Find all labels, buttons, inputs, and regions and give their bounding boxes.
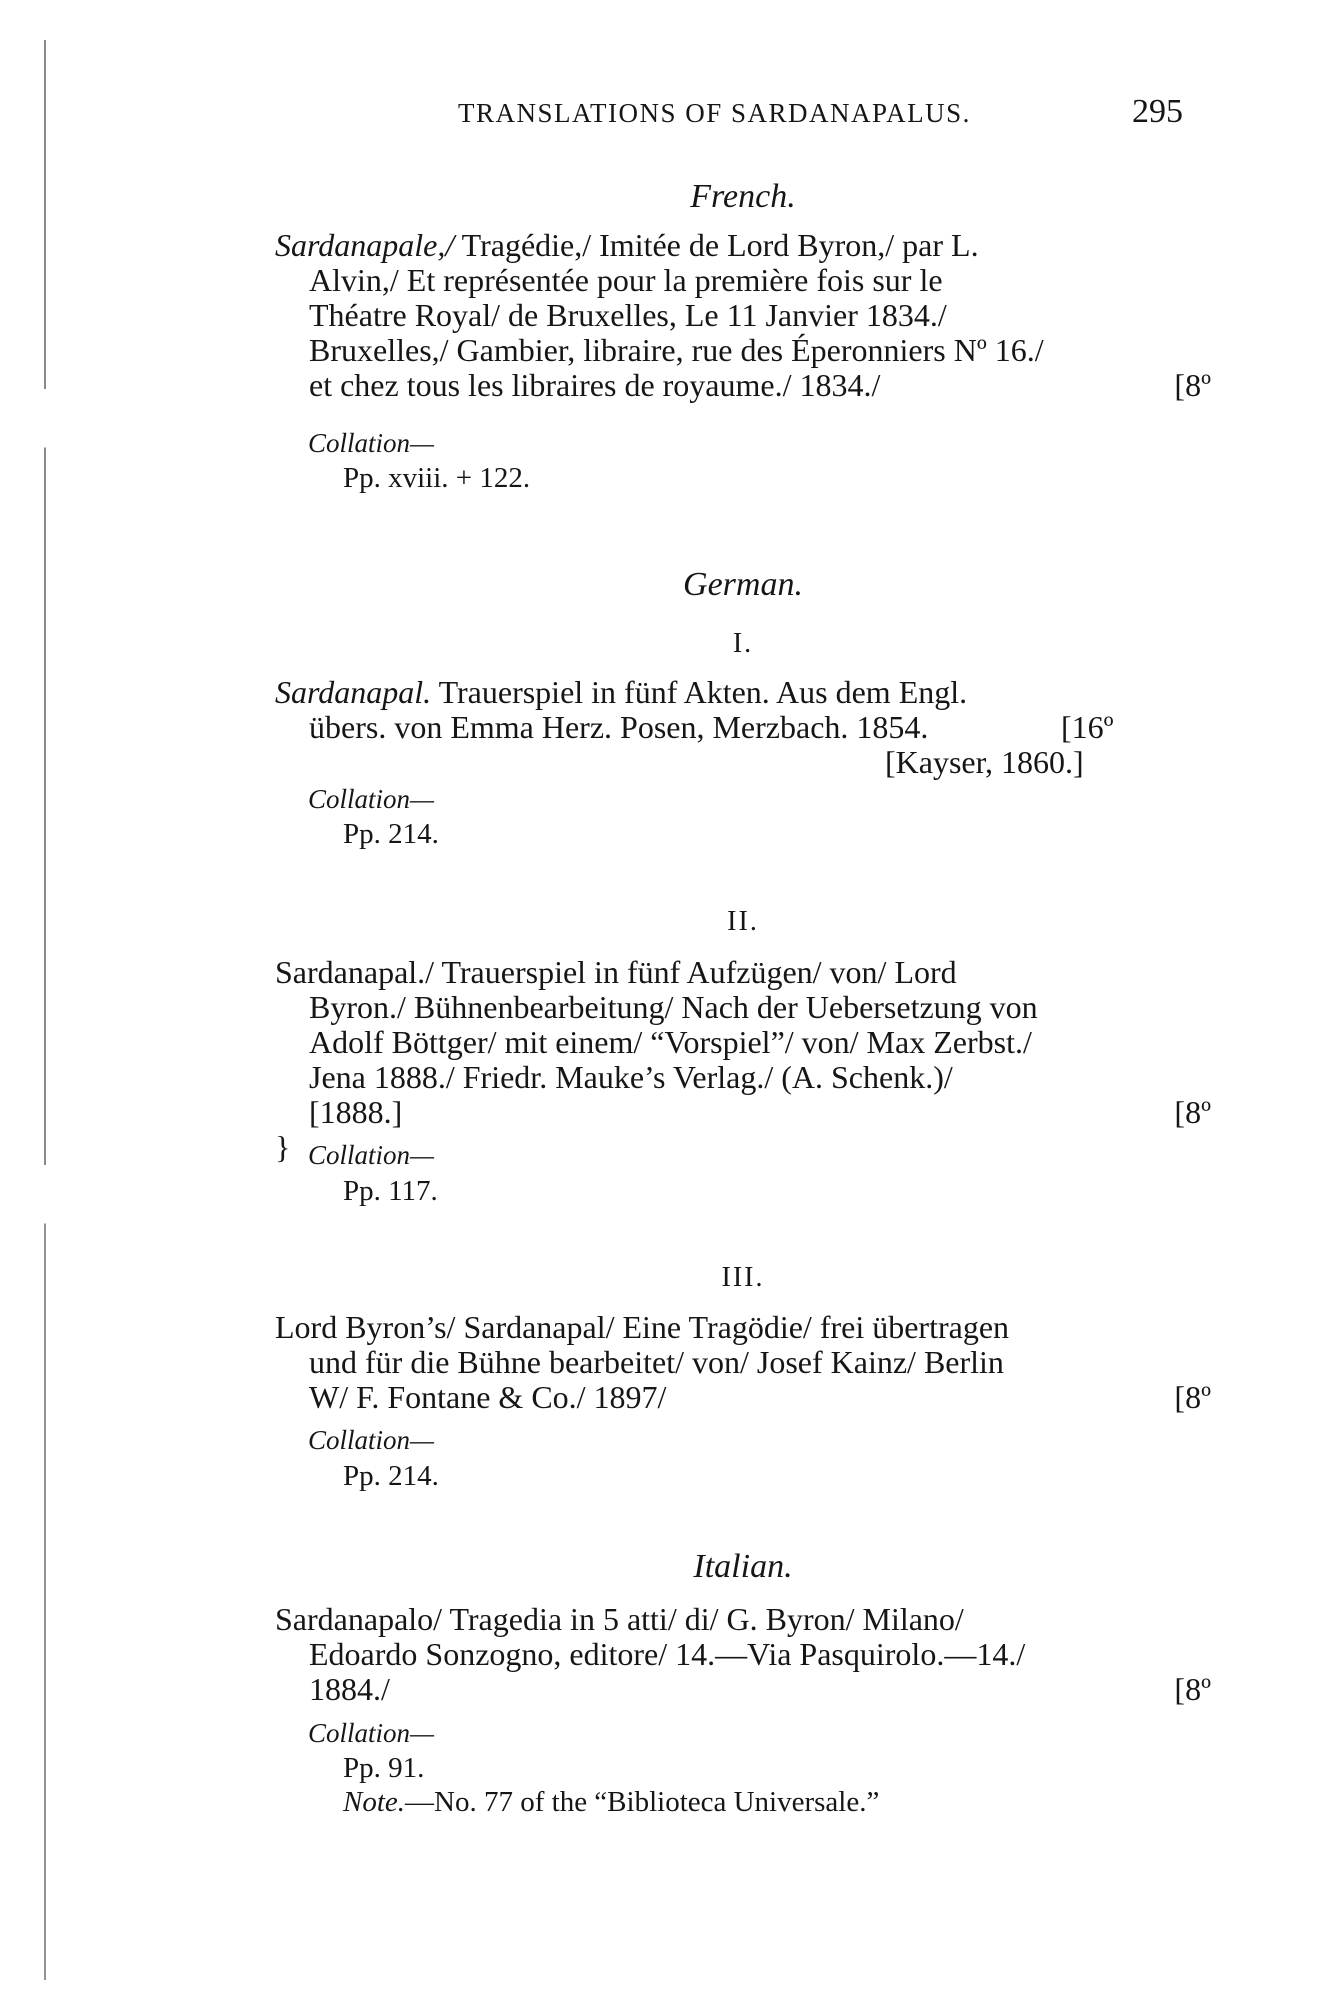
german-entry-3 bbox=[275, 1310, 1211, 1415]
section-heading-italian: Italian. bbox=[693, 1548, 793, 1585]
entry-line: Théatre Royal/ de Bruxelles, Le 11 Janvier 1834./ bbox=[309, 297, 947, 333]
entry-line: W/ F. Fontane & Co./ 1897/ [8º bbox=[309, 1379, 1211, 1415]
entry-line: Sardanapale,/ Tragédie,/ Imitée de Lord Byron,/ par L. bbox=[275, 227, 979, 263]
format-size: [16º bbox=[1061, 709, 1114, 745]
format-size: [8º bbox=[1174, 367, 1211, 403]
entry-title: Sardanapale,/ bbox=[275, 227, 455, 263]
pagination: Pp. 214. bbox=[343, 818, 439, 850]
french-entry bbox=[275, 228, 1211, 403]
german-entry-1 bbox=[275, 675, 1211, 780]
pagination: Pp. 117. bbox=[343, 1175, 438, 1207]
format-size: [8º bbox=[1174, 1671, 1211, 1707]
entry-line: [1888.] [8º bbox=[309, 1094, 1211, 1130]
note-label: Note. bbox=[343, 1786, 406, 1818]
collation-label: Collation— bbox=[308, 1425, 435, 1455]
entry-line: Lord Byron’s/ Sardanapal/ Eine Tragödie/ frei übertragen bbox=[275, 1309, 1010, 1345]
page-edge-shadow bbox=[44, 40, 46, 1980]
reference: [Kayser, 1860.] bbox=[885, 744, 1084, 780]
entry-line: et chez tous les libraires de royaume./ 1834./ [8º bbox=[309, 367, 1211, 403]
entry-line: Sardanapalo/ Tragedia in 5 atti/ di/ G. Byron/ Milano/ bbox=[275, 1601, 964, 1637]
entry-title: Sardanapal. bbox=[275, 674, 432, 710]
format-size: [8º bbox=[1174, 1094, 1211, 1130]
entry-line: Alvin,/ Et représentée pour la première fois sur le bbox=[309, 262, 943, 298]
entry-line: und für die Bühne bearbeitet/ von/ Josef Kainz/ Berlin bbox=[309, 1344, 1004, 1380]
pagination: Pp. 91. bbox=[343, 1752, 425, 1784]
collation-label: Collation— bbox=[308, 428, 435, 458]
note bbox=[343, 1786, 879, 1819]
entry-line: Sardanapal./ Trauerspiel in fünf Aufzügen/ von/ Lord bbox=[275, 954, 957, 990]
entry-line: Bruxelles,/ Gambier, libraire, rue des Éperonniers Nº 16./ bbox=[309, 332, 1044, 368]
entry-line: Byron./ Bühnenbearbeitung/ Nach der Uebersetzung von bbox=[309, 989, 1038, 1025]
entry-line: 1884./ [8º bbox=[309, 1671, 1211, 1707]
entry-numeral: II. bbox=[727, 906, 759, 937]
entry-numeral: I. bbox=[732, 628, 754, 659]
entry-line: Jena 1888./ Friedr. Mauke’s Verlag./ (A. Schenk.)/ bbox=[309, 1059, 953, 1095]
section-heading-french: French. bbox=[690, 178, 796, 215]
german-entry-2: Sardanapal./ Trauerspiel in fünf Aufzügen/ von/ Lord Byron./ Bühnenbearbeitung/ Nach der Uebersetzung von Adolf Böttger/ mit einem/ “Vorspiel”/ von/ Max Zerbst./ Jena 1888./ Friedr. Mauke’s Verlag./ (A. Schenk.)/ [1888.] [8º } bbox=[275, 954, 1211, 1165]
section-heading-german: German. bbox=[683, 566, 803, 603]
collation-label: Collation— bbox=[308, 784, 435, 814]
entry-line: Edoardo Sonzogno, editore/ 14.—Via Pasquirolo.—14./ bbox=[309, 1636, 1026, 1672]
pagination: Pp. xviii. + 122. bbox=[343, 462, 531, 494]
entry-line: Adolf Böttger/ mit einem/ “Vorspiel”/ von/ Max Zerbst./ bbox=[309, 1024, 1032, 1060]
entry-line: Sardanapal. Trauerspiel in fünf Akten. Aus dem Engl. bbox=[275, 674, 968, 710]
note-text: —No. 77 of the “Biblioteca Universale.” bbox=[405, 1786, 880, 1818]
running-header: TRANSLATIONS OF SARDANAPALUS. bbox=[458, 98, 971, 128]
page-number: 295 bbox=[1132, 93, 1183, 130]
italian-entry bbox=[275, 1602, 1211, 1707]
format-size: [8º bbox=[1174, 1379, 1211, 1415]
entry-line: übers. von Emma Herz. Posen, Merzbach. 1854. [16º bbox=[309, 709, 1114, 745]
entry-numeral: III. bbox=[721, 1262, 765, 1293]
collation-label: Collation— bbox=[308, 1718, 435, 1748]
pagination: Pp. 214. bbox=[343, 1460, 439, 1492]
collation-label: Collation— bbox=[308, 1140, 435, 1170]
